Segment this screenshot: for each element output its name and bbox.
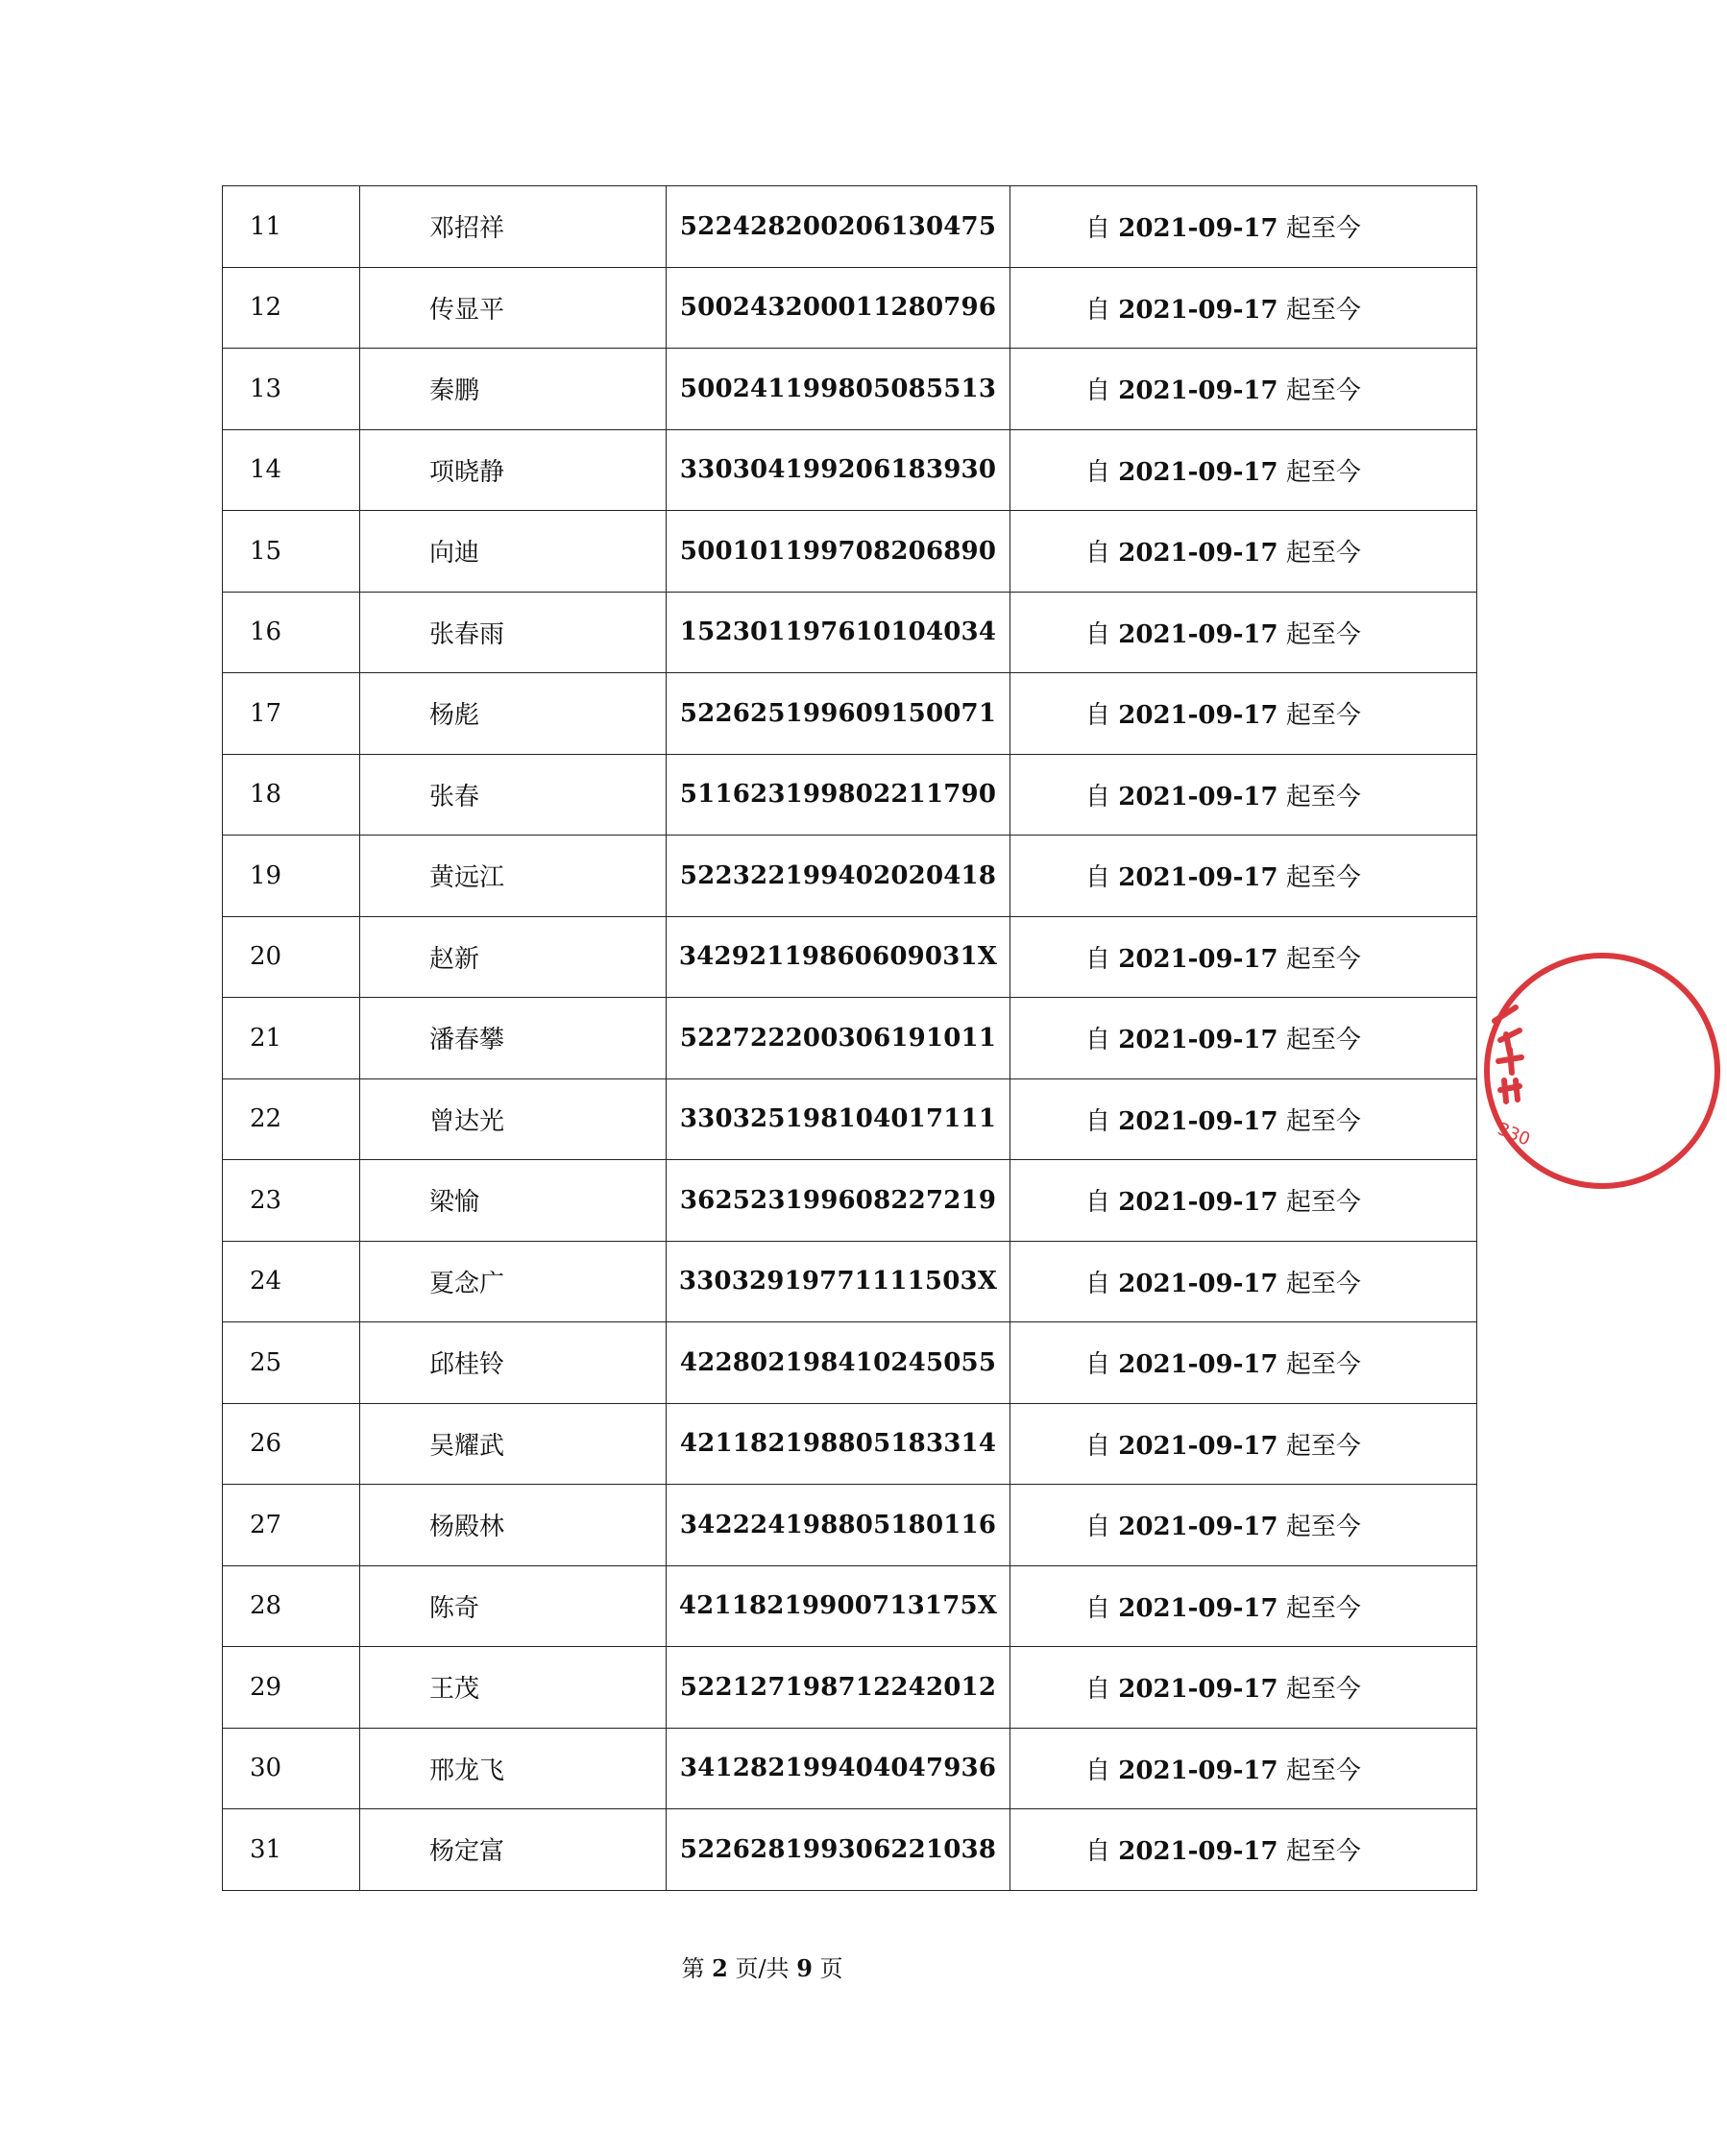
effective-date xyxy=(1010,916,1477,998)
table-row xyxy=(223,998,1477,1079)
date-suffix: 起至今 xyxy=(1285,782,1361,812)
date-value: 2021-09-17 xyxy=(1118,1513,1278,1542)
table-row xyxy=(223,429,1477,511)
effective-date xyxy=(1010,511,1477,593)
effective-date xyxy=(1010,1241,1477,1322)
date-value: 2021-09-17 xyxy=(1118,863,1278,893)
date-suffix: 起至今 xyxy=(1285,1269,1361,1298)
person-name: 邱桂铃 xyxy=(360,1322,667,1404)
id-number: 152301197610104034 xyxy=(667,592,1010,673)
date-value: 2021-09-17 xyxy=(1118,1593,1278,1623)
date-value: 2021-09-17 xyxy=(1118,1106,1278,1136)
id-number: 522322199402020418 xyxy=(667,836,1010,917)
row-number: 27 xyxy=(223,1485,360,1566)
date-prefix: 自 xyxy=(1085,1026,1111,1055)
row-number: 16 xyxy=(223,592,360,673)
table-row xyxy=(223,1241,1477,1322)
row-number: 19 xyxy=(223,836,360,917)
id-number: 342224198805180116 xyxy=(667,1485,1010,1566)
date-suffix: 起至今 xyxy=(1285,1513,1361,1542)
date-prefix: 自 xyxy=(1085,701,1111,731)
date-value: 2021-09-17 xyxy=(1118,539,1278,569)
date-suffix: 起至今 xyxy=(1285,1026,1361,1055)
date-value: 2021-09-17 xyxy=(1118,944,1278,974)
id-number: 33032919771111503X xyxy=(667,1241,1010,1322)
footer-middle: 页/共 xyxy=(735,1955,790,1982)
footer-prefix: 第 xyxy=(681,1955,705,1982)
date-suffix: 起至今 xyxy=(1285,1756,1361,1785)
row-number: 31 xyxy=(223,1809,360,1891)
table-row xyxy=(223,836,1477,917)
date-prefix: 自 xyxy=(1085,619,1111,649)
date-prefix: 自 xyxy=(1085,1350,1111,1380)
person-name: 潘春攀 xyxy=(360,998,667,1079)
table-row xyxy=(223,267,1477,349)
id-number: 500241199805085513 xyxy=(667,349,1010,430)
id-number: 522127198712242012 xyxy=(667,1647,1010,1729)
person-name: 王茂 xyxy=(360,1647,667,1729)
id-number: 522625199609150071 xyxy=(667,673,1010,755)
date-value: 2021-09-17 xyxy=(1118,619,1278,649)
id-number: 421182198805183314 xyxy=(667,1403,1010,1485)
table-row xyxy=(223,673,1477,755)
table-row xyxy=(223,1647,1477,1729)
roster-table xyxy=(222,185,1477,1891)
row-number: 26 xyxy=(223,1403,360,1485)
date-suffix: 起至今 xyxy=(1285,619,1361,649)
table-row xyxy=(223,186,1477,268)
date-prefix: 自 xyxy=(1085,944,1111,974)
id-number: 422802198410245055 xyxy=(667,1322,1010,1404)
date-value: 2021-09-17 xyxy=(1118,1026,1278,1055)
roster-table-body xyxy=(223,186,1477,1891)
date-value: 2021-09-17 xyxy=(1118,1188,1278,1218)
effective-date xyxy=(1010,349,1477,430)
date-value: 2021-09-17 xyxy=(1118,782,1278,812)
row-number: 15 xyxy=(223,511,360,593)
row-number: 23 xyxy=(223,1160,360,1242)
person-name: 陈奇 xyxy=(360,1565,667,1647)
date-value: 2021-09-17 xyxy=(1118,457,1278,487)
current-page-number: 2 xyxy=(712,1954,728,1982)
date-prefix: 自 xyxy=(1085,376,1111,406)
date-suffix: 起至今 xyxy=(1285,1837,1361,1867)
date-suffix: 起至今 xyxy=(1285,701,1361,731)
effective-date xyxy=(1010,1322,1477,1404)
person-name: 邢龙飞 xyxy=(360,1728,667,1809)
total-pages-number: 9 xyxy=(796,1954,813,1982)
table-row xyxy=(223,1485,1477,1566)
row-number: 21 xyxy=(223,998,360,1079)
date-value: 2021-09-17 xyxy=(1118,1675,1278,1705)
person-name: 曾达光 xyxy=(360,1078,667,1160)
table-row xyxy=(223,592,1477,673)
id-number: 42118219900713175X xyxy=(667,1565,1010,1647)
id-number: 330325198104017111 xyxy=(667,1078,1010,1160)
id-number: 511623199802211790 xyxy=(667,754,1010,836)
date-prefix: 自 xyxy=(1085,1756,1111,1785)
person-name: 向迪 xyxy=(360,511,667,593)
id-number: 522722200306191011 xyxy=(667,998,1010,1079)
table-row xyxy=(223,349,1477,430)
date-suffix: 起至今 xyxy=(1285,1593,1361,1623)
date-prefix: 自 xyxy=(1085,1188,1111,1218)
date-prefix: 自 xyxy=(1085,1106,1111,1136)
date-suffix: 起至今 xyxy=(1285,214,1361,244)
table-row xyxy=(223,1565,1477,1647)
person-name: 夏念广 xyxy=(360,1241,667,1322)
effective-date xyxy=(1010,1647,1477,1729)
official-seal-icon xyxy=(1477,946,1727,1196)
effective-date xyxy=(1010,754,1477,836)
person-name: 杨彪 xyxy=(360,673,667,755)
footer-suffix: 页 xyxy=(819,1955,843,1982)
id-number: 522428200206130475 xyxy=(667,186,1010,268)
date-suffix: 起至今 xyxy=(1285,457,1361,487)
effective-date xyxy=(1010,186,1477,268)
person-name: 杨定富 xyxy=(360,1809,667,1891)
row-number: 12 xyxy=(223,267,360,349)
effective-date xyxy=(1010,592,1477,673)
row-number: 18 xyxy=(223,754,360,836)
date-prefix: 自 xyxy=(1085,782,1111,812)
row-number: 11 xyxy=(223,186,360,268)
date-value: 2021-09-17 xyxy=(1118,1756,1278,1785)
person-name: 梁愉 xyxy=(360,1160,667,1242)
table-row xyxy=(223,511,1477,593)
effective-date xyxy=(1010,429,1477,511)
date-prefix: 自 xyxy=(1085,1837,1111,1867)
table-row xyxy=(223,1322,1477,1404)
date-prefix: 自 xyxy=(1085,457,1111,487)
table-row xyxy=(223,1403,1477,1485)
id-number: 34292119860609031X xyxy=(667,916,1010,998)
date-prefix: 自 xyxy=(1085,539,1111,569)
person-name: 黄远江 xyxy=(360,836,667,917)
date-suffix: 起至今 xyxy=(1285,944,1361,974)
effective-date xyxy=(1010,1809,1477,1891)
row-number: 17 xyxy=(223,673,360,755)
effective-date xyxy=(1010,1160,1477,1242)
row-number: 22 xyxy=(223,1078,360,1160)
date-suffix: 起至今 xyxy=(1285,1106,1361,1136)
id-number: 500243200011280796 xyxy=(667,267,1010,349)
date-prefix: 自 xyxy=(1085,1675,1111,1705)
table-row xyxy=(223,1809,1477,1891)
id-number: 330304199206183930 xyxy=(667,429,1010,511)
date-suffix: 起至今 xyxy=(1285,376,1361,406)
effective-date xyxy=(1010,1078,1477,1160)
date-prefix: 自 xyxy=(1085,1269,1111,1298)
date-value: 2021-09-17 xyxy=(1118,1837,1278,1867)
date-prefix: 自 xyxy=(1085,1593,1111,1623)
person-name: 邓招祥 xyxy=(360,186,667,268)
id-number: 362523199608227219 xyxy=(667,1160,1010,1242)
person-name: 张春雨 xyxy=(360,592,667,673)
table-row xyxy=(223,916,1477,998)
id-number: 522628199306221038 xyxy=(667,1809,1010,1891)
table-row xyxy=(223,1160,1477,1242)
effective-date xyxy=(1010,1728,1477,1809)
date-suffix: 起至今 xyxy=(1285,1431,1361,1461)
person-name: 项晓静 xyxy=(360,429,667,511)
row-number: 13 xyxy=(223,349,360,430)
date-value: 2021-09-17 xyxy=(1118,214,1278,244)
date-prefix: 自 xyxy=(1085,214,1111,244)
person-name: 杨殿林 xyxy=(360,1485,667,1566)
row-number: 24 xyxy=(223,1241,360,1322)
date-value: 2021-09-17 xyxy=(1118,376,1278,406)
date-suffix: 起至今 xyxy=(1285,539,1361,569)
effective-date xyxy=(1010,1565,1477,1647)
date-value: 2021-09-17 xyxy=(1118,295,1278,325)
person-name: 传显平 xyxy=(360,267,667,349)
row-number: 28 xyxy=(223,1565,360,1647)
date-value: 2021-09-17 xyxy=(1118,1431,1278,1461)
date-value: 2021-09-17 xyxy=(1118,1269,1278,1298)
id-number: 341282199404047936 xyxy=(667,1728,1010,1809)
row-number: 25 xyxy=(223,1322,360,1404)
date-value: 2021-09-17 xyxy=(1118,1350,1278,1380)
date-value: 2021-09-17 xyxy=(1118,701,1278,731)
person-name: 秦鹏 xyxy=(360,349,667,430)
row-number: 20 xyxy=(223,916,360,998)
date-suffix: 起至今 xyxy=(1285,1350,1361,1380)
date-prefix: 自 xyxy=(1085,1431,1111,1461)
date-suffix: 起至今 xyxy=(1285,295,1361,325)
date-suffix: 起至今 xyxy=(1285,1188,1361,1218)
row-number: 29 xyxy=(223,1647,360,1729)
effective-date xyxy=(1010,836,1477,917)
effective-date xyxy=(1010,998,1477,1079)
person-name: 吴耀武 xyxy=(360,1403,667,1485)
table-row xyxy=(223,1078,1477,1160)
effective-date xyxy=(1010,1485,1477,1566)
id-number: 500101199708206890 xyxy=(667,511,1010,593)
seal-number-text: 330 xyxy=(1495,1119,1533,1151)
table-row xyxy=(223,754,1477,836)
date-prefix: 自 xyxy=(1085,863,1111,893)
page-footer xyxy=(0,1950,1524,1983)
effective-date xyxy=(1010,267,1477,349)
date-prefix: 自 xyxy=(1085,1513,1111,1542)
effective-date xyxy=(1010,673,1477,755)
date-suffix: 起至今 xyxy=(1285,1675,1361,1705)
row-number: 14 xyxy=(223,429,360,511)
effective-date xyxy=(1010,1403,1477,1485)
date-prefix: 自 xyxy=(1085,295,1111,325)
person-name: 张春 xyxy=(360,754,667,836)
date-suffix: 起至今 xyxy=(1285,863,1361,893)
table-row xyxy=(223,1728,1477,1809)
person-name: 赵新 xyxy=(360,916,667,998)
row-number: 30 xyxy=(223,1728,360,1809)
